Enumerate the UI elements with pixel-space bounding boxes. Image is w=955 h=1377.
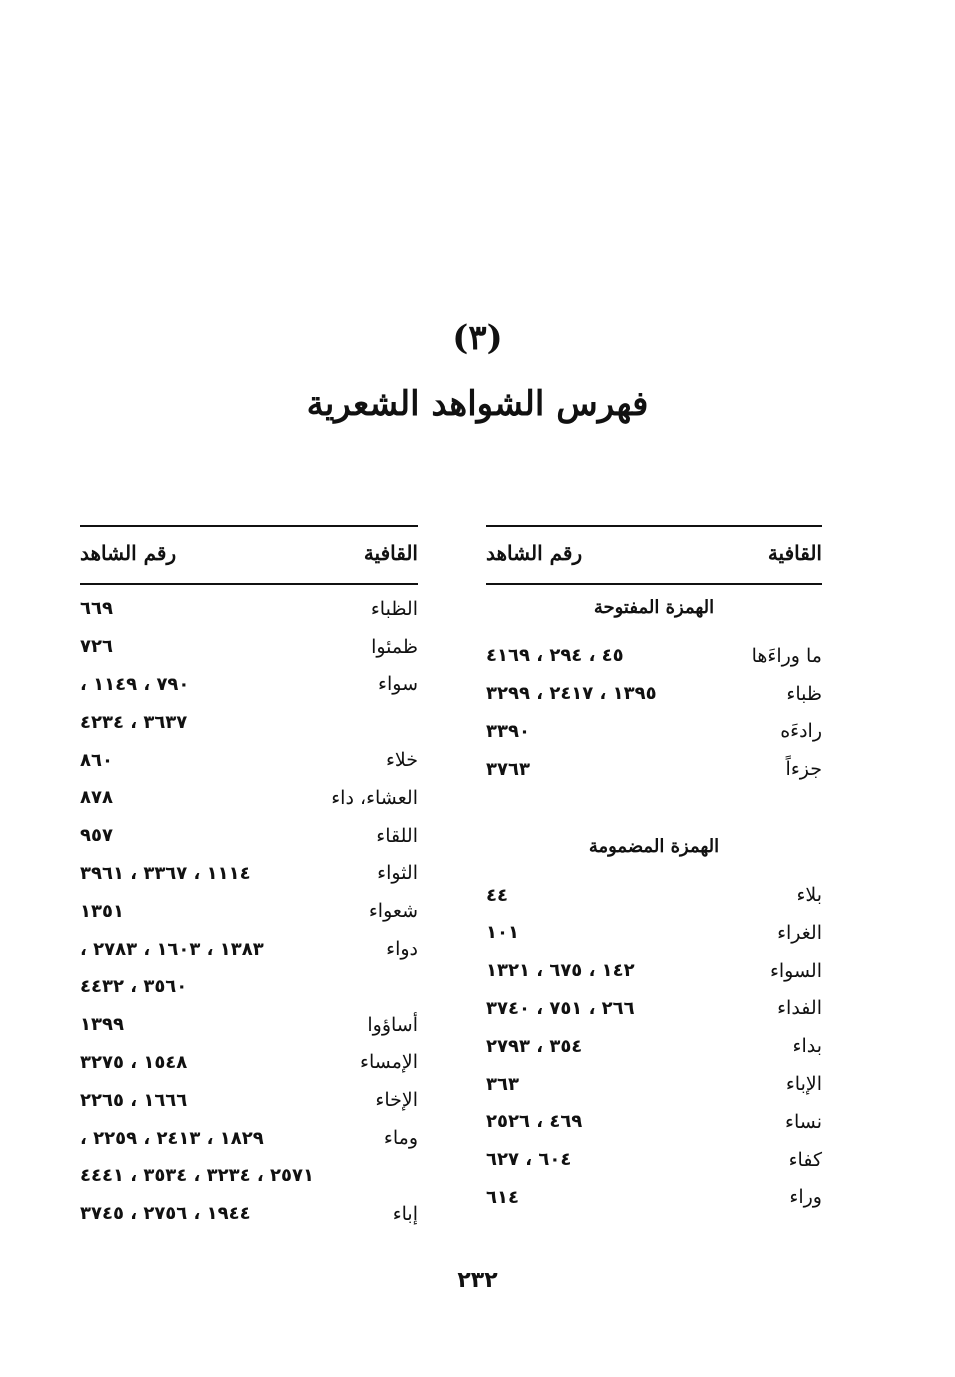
verse-numbers: ٩٥٧ — [80, 825, 113, 847]
column-header — [80, 527, 418, 575]
rhyme: الفداء — [777, 997, 822, 1020]
rhyme: السواء — [769, 959, 822, 982]
rhyme: ظباء — [786, 682, 822, 705]
table-row — [80, 892, 418, 930]
verse-numbers: ٨٦٠ — [80, 749, 113, 771]
verse-numbers: ٦٠٤ ، ٦٢٧ — [486, 1149, 572, 1171]
section-rows-damma — [486, 876, 822, 1216]
rhyme: اللقاء — [376, 824, 418, 847]
table-row — [486, 1179, 822, 1217]
table-row — [80, 817, 418, 855]
table-row — [486, 1103, 822, 1141]
table-row — [486, 675, 822, 713]
verse-numbers: ٦١٤ — [486, 1186, 519, 1208]
verse-numbers: ٣٥٤ ، ٢٧٩٣ — [486, 1035, 583, 1057]
verse-numbers: ١٥٤٨ ، ٣٢٧٥ — [80, 1051, 188, 1073]
table-row — [486, 1065, 822, 1103]
rhyme: الثواء — [377, 862, 418, 885]
table-row — [80, 1006, 418, 1044]
table-row — [486, 876, 822, 914]
table-row — [486, 713, 822, 751]
rhyme: الإباء — [785, 1073, 822, 1096]
rhyme: خلاء — [385, 749, 418, 772]
header-rhyme: القافية — [767, 541, 822, 565]
rhyme: ظمئوا — [371, 635, 418, 658]
table-row — [486, 990, 822, 1028]
verse-numbers: ٣٣٩٠ — [486, 720, 530, 742]
rhyme: رادءَه — [780, 720, 822, 743]
header-bottom-rule — [486, 583, 822, 585]
verse-numbers: ٤٤ — [486, 884, 508, 906]
verse-numbers: ٦٦٩ — [80, 598, 113, 620]
section-rows-fatha — [486, 637, 822, 788]
verse-numbers: ١٣٨٣ ، ١٦٠٣ ، ٢٧٨٣ ، — [80, 938, 264, 960]
rhyme: العشاء، داء — [331, 786, 418, 809]
verse-numbers: ٧٩٠ ، ١١٤٩ ، — [80, 673, 190, 695]
verse-numbers: ١٣٩٩ — [80, 1014, 124, 1036]
table-row — [80, 666, 418, 704]
rhyme: وماء — [383, 1127, 418, 1150]
rhyme: سواء — [378, 673, 418, 696]
table-row — [486, 637, 822, 675]
verse-numbers: ١٦٦٦ ، ٢٢٦٥ — [80, 1089, 188, 1111]
left-column — [80, 525, 418, 1233]
table-row — [80, 590, 418, 628]
page-number: ٢٣٢ — [457, 1268, 498, 1293]
rhyme: جزءاً — [785, 758, 822, 781]
rhyme: دواء — [386, 938, 418, 961]
rhyme: نساء — [785, 1110, 822, 1133]
verse-numbers: ١١١٤ ، ٣٣٦٧ ، ٣٩٦١ — [80, 862, 251, 884]
table-row — [486, 1141, 822, 1179]
verse-numbers: ٧٢٦ — [80, 636, 113, 658]
verse-numbers: ٣٦٣٧ ، ٤٢٣٤ — [80, 711, 188, 733]
page-title: فهرس الشواهد الشعرية — [306, 384, 649, 424]
table-row — [80, 1044, 418, 1082]
verse-numbers: ٢٥٧١ ، ٣٢٣٤ ، ٣٥٣٤ ، ٤٤٤١ — [80, 1165, 314, 1187]
verse-numbers: ١٤٢ ، ٦٧٥ ، ١٣٢١ — [486, 960, 635, 982]
verse-numbers: ٣٧٦٣ — [486, 758, 530, 780]
verse-numbers: ٤٦٩ ، ٢٥٢٦ — [486, 1111, 583, 1133]
right-column — [486, 525, 822, 1216]
table-row — [486, 952, 822, 990]
verse-numbers: ٣٥٦٠ ، ٤٤٣٢ — [80, 976, 188, 998]
table-row — [486, 1027, 822, 1065]
rhyme: أساؤوا — [367, 1013, 418, 1036]
verse-numbers: ١٣٩٥ ، ٢٤١٧ ، ٣٢٩٩ — [486, 683, 657, 705]
verse-numbers: ١٨٢٩ ، ٢٤١٣ ، ٢٢٥٩ ، — [80, 1127, 264, 1149]
column-header — [486, 527, 822, 575]
verse-numbers: ١٩٤٤ ، ٢٧٥٦ ، ٣٧٤٥ — [80, 1203, 251, 1225]
verse-numbers: ١٠١ — [486, 922, 519, 944]
rhyme: الظباء — [370, 597, 418, 620]
rhyme: شعواء — [368, 900, 418, 923]
rhyme: كفاء — [788, 1148, 822, 1171]
rhyme: ما وراءَها — [751, 644, 822, 667]
rhyme: بلاء — [796, 884, 822, 907]
header-number: رقم الشاهد — [80, 541, 177, 565]
table-row — [80, 1195, 418, 1233]
rhyme: الإمساء — [360, 1051, 418, 1074]
left-rows — [80, 590, 418, 1233]
verse-numbers: ٣٦٣ — [486, 1073, 519, 1095]
rhyme: وراء — [789, 1186, 822, 1209]
table-row — [80, 968, 418, 1006]
header-number: رقم الشاهد — [486, 541, 583, 565]
rhyme: إباء — [392, 1202, 418, 1225]
table-row — [80, 855, 418, 893]
table-row — [80, 703, 418, 741]
rhyme: الغراء — [777, 921, 822, 944]
section-title-damma: الهمزة المضمومة — [588, 836, 720, 858]
table-row — [80, 1081, 418, 1119]
rhyme: الإخاء — [375, 1089, 418, 1112]
header-rhyme: القافية — [363, 541, 418, 565]
section-title-fatha: الهمزة المفتوحة — [593, 597, 715, 618]
table-row — [486, 750, 822, 788]
table-row — [486, 914, 822, 952]
table-row — [80, 741, 418, 779]
verse-numbers: ٤٥ ، ٢٩٤ ، ٤١٦٩ — [486, 645, 624, 667]
table-row — [80, 779, 418, 817]
verse-numbers: ٨٧٨ — [80, 787, 113, 809]
table-row — [80, 1157, 418, 1195]
verse-numbers: ١٣٥١ — [80, 900, 124, 922]
rhyme: بداء — [792, 1035, 822, 1058]
verse-numbers: ٢٦٦ ، ٧٥١ ، ٣٧٤٠ — [486, 997, 635, 1019]
chapter-number: (٣) — [452, 318, 503, 358]
table-row — [80, 1119, 418, 1157]
table-row — [80, 628, 418, 666]
table-row — [80, 930, 418, 968]
